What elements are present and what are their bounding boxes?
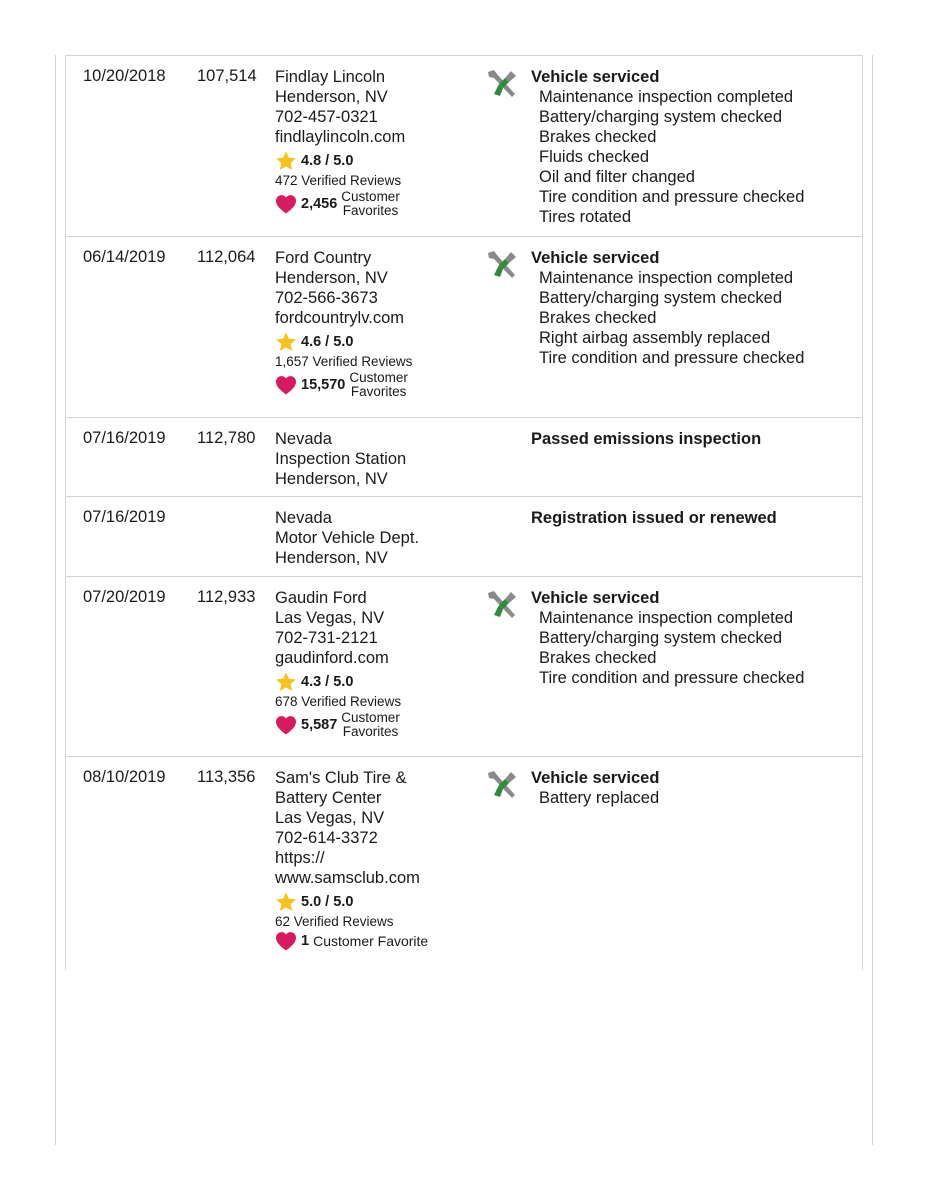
source-phone[interactable]: 702-457-0321 <box>275 108 378 126</box>
favorites-label: Customer Favorites <box>341 189 400 218</box>
detail-item: Right airbag assembly replaced <box>539 329 771 347</box>
record-mileage: 112,064 <box>197 248 256 266</box>
source-location: Henderson, NV <box>275 269 388 287</box>
record-date: 06/14/2019 <box>83 248 166 266</box>
favorites-count: 5,587 <box>301 717 338 733</box>
record-heading: Vehicle serviced <box>531 769 660 787</box>
record-details <box>531 508 777 528</box>
record-heading: Passed emissions inspection <box>531 430 762 448</box>
detail-item: Maintenance inspection completed <box>539 269 794 287</box>
record-details <box>531 248 804 368</box>
heart-icon <box>275 375 297 395</box>
record-date: 07/20/2019 <box>83 588 166 606</box>
source-location: Henderson, NV <box>275 88 388 106</box>
source-location: Las Vegas, NV <box>275 809 385 827</box>
favorites-label: Customer Favorite <box>313 933 429 949</box>
customer-favorites <box>275 190 475 218</box>
source-phone[interactable]: 702-566-3673 <box>275 289 378 307</box>
dealer-rating <box>275 891 475 913</box>
customer-favorites <box>275 371 475 399</box>
source-name: Nevada <box>275 509 332 527</box>
record-date: 10/20/2018 <box>83 67 166 85</box>
verified-reviews[interactable]: 62 Verified Reviews <box>275 914 394 929</box>
favorites-count: 2,456 <box>301 196 338 212</box>
source-website[interactable]: fordcountrylv.com <box>275 309 404 327</box>
record-mileage: 112,780 <box>197 429 256 447</box>
record-mileage: 112,933 <box>197 588 256 606</box>
record-source <box>275 588 475 739</box>
detail-item: Tire condition and pressure checked <box>539 188 805 206</box>
source-name: Findlay Lincoln <box>275 68 386 86</box>
verified-reviews[interactable]: 472 Verified Reviews <box>275 173 402 188</box>
source-phone[interactable]: 702-731-2121 <box>275 629 378 647</box>
detail-item: Brakes checked <box>539 128 657 146</box>
record-source <box>275 508 475 568</box>
favorites-count: 15,570 <box>301 377 346 393</box>
source-website[interactable]: findlaylincoln.com <box>275 128 406 146</box>
detail-item: Battery/charging system checked <box>539 629 783 647</box>
heart-icon <box>275 931 297 951</box>
source-location: Las Vegas, NV <box>275 609 385 627</box>
source-name: Nevada <box>275 430 332 448</box>
history-row <box>65 236 862 417</box>
source-name: Inspection Station <box>275 450 407 468</box>
customer-favorites <box>275 711 475 739</box>
source-website[interactable]: https:// <box>275 849 325 867</box>
heart-icon <box>275 194 297 214</box>
rating-value: 4.8 / 5.0 <box>301 153 354 169</box>
history-row <box>65 496 862 576</box>
vehicle-history-table <box>65 55 862 970</box>
record-source <box>275 768 475 951</box>
source-name: Sam's Club Tire & <box>275 769 407 787</box>
wrench-screwdriver-icon <box>485 769 519 801</box>
detail-item: Oil and filter changed <box>539 168 695 186</box>
record-heading: Registration issued or renewed <box>531 509 777 527</box>
page-frame-left <box>55 55 56 1145</box>
rating-value: 4.6 / 5.0 <box>301 334 354 350</box>
detail-item: Brakes checked <box>539 309 657 327</box>
source-name: Gaudin Ford <box>275 589 367 607</box>
source-website[interactable]: www.samsclub.com <box>275 869 420 887</box>
history-row <box>65 55 862 236</box>
record-date: 08/10/2019 <box>83 768 166 786</box>
record-date: 07/16/2019 <box>83 508 166 526</box>
verified-reviews[interactable]: 1,657 Verified Reviews <box>275 354 413 369</box>
record-details <box>531 67 804 227</box>
detail-item: Battery/charging system checked <box>539 289 783 307</box>
detail-item: Battery/charging system checked <box>539 108 783 126</box>
verified-reviews[interactable]: 678 Verified Reviews <box>275 694 402 709</box>
detail-item: Tires rotated <box>539 208 632 226</box>
favorites-label: Customer Favorites <box>349 370 408 399</box>
record-mileage: 113,356 <box>197 768 256 786</box>
favorites-label: Customer Favorites <box>341 710 400 739</box>
source-location: Henderson, NV <box>275 549 388 567</box>
record-source <box>275 248 475 399</box>
dealer-rating <box>275 331 475 353</box>
source-phone[interactable]: 702-614-3372 <box>275 829 378 847</box>
favorites-count: 1 <box>301 933 310 949</box>
table-border-right <box>862 55 863 970</box>
record-heading: Vehicle serviced <box>531 249 660 267</box>
star-icon <box>275 891 297 913</box>
heart-icon <box>275 715 297 735</box>
record-date: 07/16/2019 <box>83 429 166 447</box>
record-mileage: 107,514 <box>197 67 257 85</box>
wrench-screwdriver-icon <box>485 249 519 281</box>
rating-value: 4.3 / 5.0 <box>301 674 354 690</box>
rating-value: 5.0 / 5.0 <box>301 894 354 910</box>
star-icon <box>275 671 297 693</box>
record-details <box>531 588 804 688</box>
detail-item: Fluids checked <box>539 148 650 166</box>
detail-item: Brakes checked <box>539 649 657 667</box>
history-row <box>65 417 862 496</box>
source-name: Battery Center <box>275 789 382 807</box>
record-heading: Vehicle serviced <box>531 68 660 86</box>
star-icon <box>275 150 297 172</box>
detail-item: Maintenance inspection completed <box>539 88 794 106</box>
customer-favorites <box>275 931 475 951</box>
detail-item: Tire condition and pressure checked <box>539 669 805 687</box>
page-frame-right <box>872 55 873 1145</box>
wrench-screwdriver-icon <box>485 589 519 621</box>
wrench-screwdriver-icon <box>485 68 519 100</box>
dealer-rating <box>275 671 475 693</box>
record-details <box>531 429 761 449</box>
record-source <box>275 429 475 489</box>
history-row <box>65 756 862 970</box>
history-row <box>65 576 862 756</box>
record-heading: Vehicle serviced <box>531 589 660 607</box>
star-icon <box>275 331 297 353</box>
source-website[interactable]: gaudinford.com <box>275 649 389 667</box>
dealer-rating <box>275 150 475 172</box>
detail-item: Battery replaced <box>539 789 660 807</box>
source-name: Ford Country <box>275 249 372 267</box>
detail-item: Tire condition and pressure checked <box>539 349 805 367</box>
source-name: Motor Vehicle Dept. <box>275 529 419 547</box>
record-source <box>275 67 475 218</box>
record-details <box>531 768 659 808</box>
detail-item: Maintenance inspection completed <box>539 609 794 627</box>
source-location: Henderson, NV <box>275 470 388 488</box>
